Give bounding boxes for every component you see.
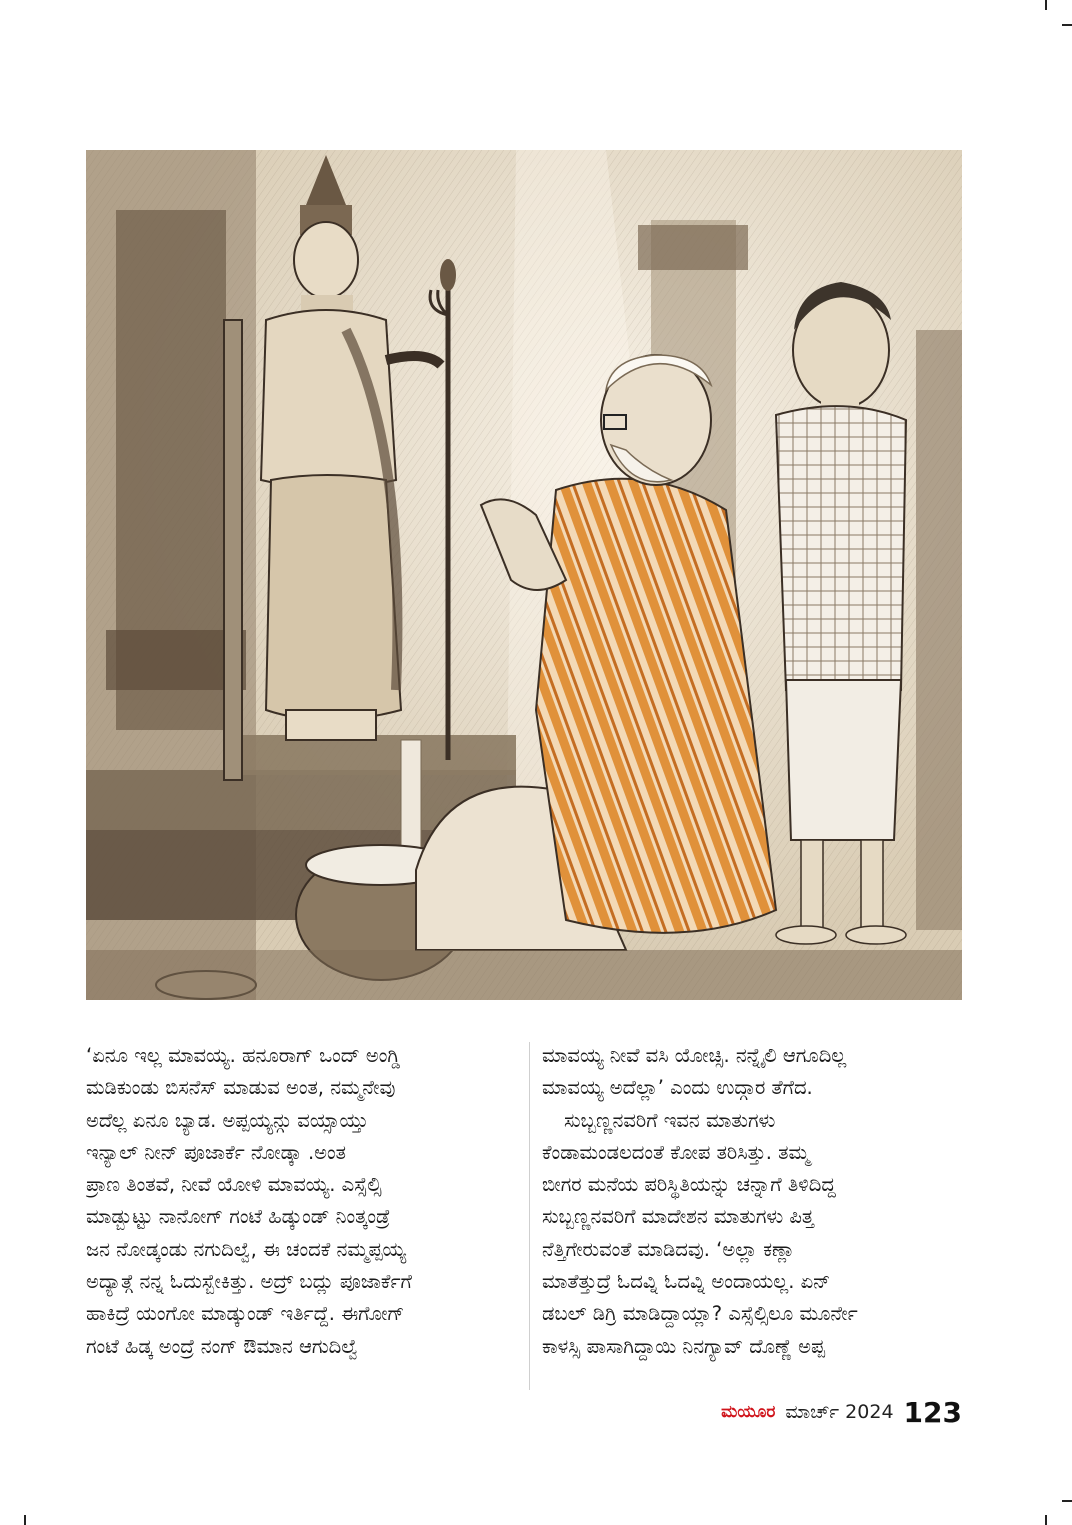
crop-mark-bottom-right [1045,1515,1047,1525]
paragraph-line: ಮಾಡ್ಬುಟ್ಟು ನಾನೋಗ್ ಗಂಟೆ ಹಿಡ್ಕುಂಡ್ ನಿಂತ್ಕಂಡ್ರೆ [86,1205,391,1229]
paragraph-line: ಗಂಟೆ ಹಿಡ್ಕ ಅಂದ್ರೆ ನಂಗ್ ಔಮಾನ ಆಗುದಿಲ್ವೆ [86,1334,359,1358]
paragraph-line: ಪ್ರಾಣ ತಿಂತವೆ, ನೀವೆ ಯೋಳಿ ಮಾವಯ್ಯ. ಎಸ್ಸೆಲ್ಸಿ [86,1173,382,1197]
article-column-left [86,1040,518,1363]
article-column-right [542,1040,962,1363]
paragraph-line: ಬೀಗರ ಮನೆಯ ಪರಿಸ್ಥಿತಿಯನ್ನು ಚನ್ನಾಗೆ ತಿಳಿದಿದ್ದ [542,1173,836,1197]
issue-date: ಮಾರ್ಚ್ 2024 [785,1401,894,1423]
paragraph-line: ಸುಬ್ಬಣ್ಣನವರಿಗೆ ಮಾದೇಶನ ಮಾತುಗಳು ಪಿತ್ತ [542,1205,814,1229]
crop-mark-bottom-right-h [1062,1500,1072,1502]
paragraph-line: ಇನ್ಯಾಲ್ ನೀನ್ ಪೂಜಾರ್ಕೆ ನೋಡ್ಕಾ .ಅಂತ [86,1140,346,1164]
pillar-right [916,330,962,930]
story-illustration [86,150,962,1000]
paragraph-line: ಮಡಿಕುಂಡು ಬಿಸನೆಸ್ ಮಾಡುವ ಅಂತ, ನಮ್ಮನೇವು [86,1076,396,1100]
paragraph-line: ಕಾಳಸ್ಸಿ ಪಾಸಾಗಿದ್ದಾಯಿ ನಿನಗ್ಯಾವ್ ದೊಣ್ಣೆ ಅಪ್ಪ [542,1334,826,1358]
magazine-logo: ಮಯೂರ [721,1402,776,1422]
paragraph-line: ಸುಬ್ಬಣ್ಣನವರಿಗೆ ಇವನ ಮಾತುಗಳು [564,1108,776,1132]
crop-mark-top-right [1045,0,1047,10]
paragraph-line: ಅದ್ಯಾತ್ಗೆ ನನ್ನ ಓದುಸ್ಬೇಕಿತ್ತು. ಅದ್ರ್ ಬದ್ಲು ಪೂಜಾರ್ಕೆಗೆ [86,1270,412,1294]
paragraph-line: ಜನ ನೋಡ್ಕಂಡು ನಗುದಿಲ್ವೆ, ಈ ಚಂದಕೆ ನಮ್ಮಪ್ಪಯ್ಯ [86,1237,407,1261]
paragraph-line: ಮಾವಯ್ಯ ಅದೆಲ್ಲಾ’ ಎಂದು ಉದ್ಗಾರ ತೆಗೆದ. [542,1076,813,1100]
paragraph-line: ಮಾತೆತ್ತುದ್ರೆ ಓದವ್ನಿ ಓದವ್ನಿ ಅಂದಾಯಲ್ಲ. ಏನ್ [542,1270,831,1294]
paragraph-line: ನೆತ್ತಿಗೇರುವಂತೆ ಮಾಡಿದವು. ‘ಅಲ್ಲಾ ಕಣ್ಲಾ [542,1237,795,1261]
paragraph-line: ಕೆಂಡಾಮಂಡಲದಂತೆ ಕೋಪ ತರಿಸಿತ್ತು. ತಮ್ಮ [542,1140,810,1164]
paragraph-line: ಡಬಲ್ ಡಿಗ್ರಿ ಮಾಡಿದ್ದಾಯ್ಲಾ? ಎಸ್ಸೆಲ್ಸಿಲೂ ಮೂರ್ನೇ [542,1302,858,1326]
paragraph-line: ಅದೆಲ್ಲ ಏನೂ ಬ್ಯಾಡ. ಅಪ್ಪಯ್ಯನ್ಗು ವಯ್ಸಾಯ್ತು [86,1108,369,1132]
paragraph-line: ‘ಏನೂ ಇಲ್ಲ ಮಾವಯ್ಯ. ಹನೂರಾಗ್ ಒಂದ್ ಅಂಗ್ಡಿ [86,1044,401,1067]
page-number: 123 [903,1395,962,1429]
temple-sketch [86,150,962,1000]
crop-mark-bottom-left [24,1515,26,1525]
page-footer [721,1392,962,1432]
paragraph-line: ಮಾವಯ್ಯ ನೀವೆ ವಸಿ ಯೋಚ್ಸಿ. ನನ್ನೈಲಿ ಆಗೂದಿಲ್ಲ [542,1044,847,1067]
crop-mark-top-right-h [1062,24,1072,26]
column-divider [529,1042,530,1390]
paragraph-line: ಹಾಕಿದ್ರೆ ಯಂಗೋ ಮಾಡ್ಕುಂಡ್ ಇರ್ತಿದ್ದೆ. ಈಗೋಗ್ [86,1302,405,1326]
